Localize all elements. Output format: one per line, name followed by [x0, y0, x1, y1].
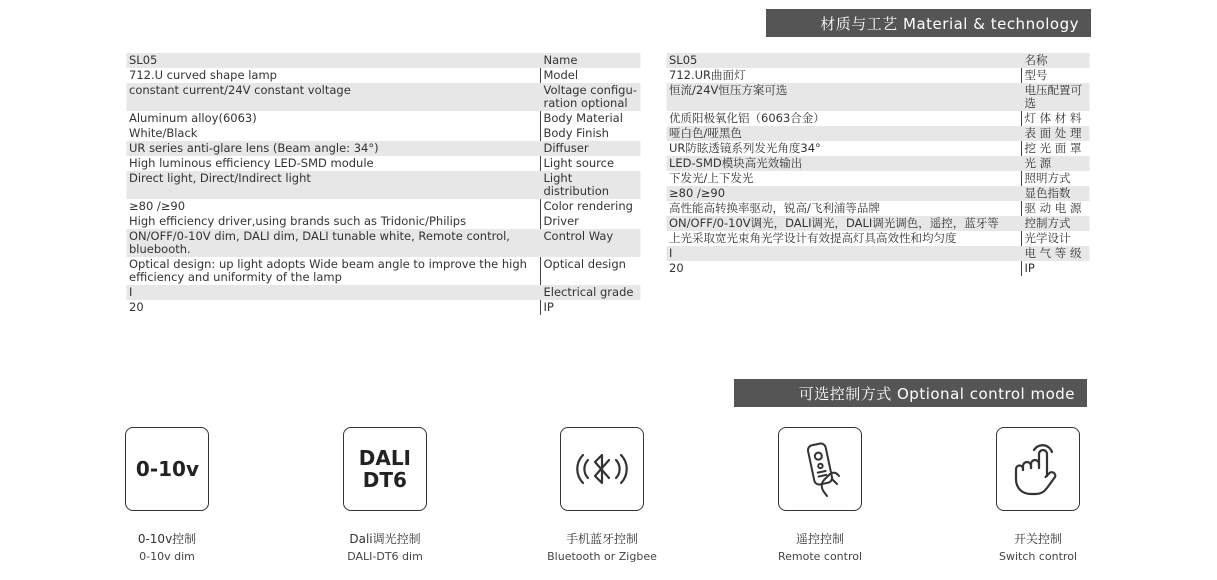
spec-label: 型号 [1022, 68, 1091, 83]
spec-row [126, 111, 641, 126]
control-mode-caption-en: DALI-DT6 dim [347, 550, 423, 563]
spec-label: 光 源 [1022, 156, 1091, 171]
spec-row [126, 171, 641, 199]
spec-value: High luminous efficiency LED-SMD module [129, 156, 375, 170]
spec-label: 灯 体 材 料 [1022, 111, 1091, 126]
spec-row [126, 68, 641, 83]
spec-label: Voltage configu-ration optional [541, 83, 642, 111]
spec-row [126, 214, 641, 229]
spec-value: LED-SMD模块高光效输出 [666, 156, 1022, 171]
spec-value: 恒流/24V恒压方案可选 [666, 83, 1022, 111]
spec-row [666, 246, 1090, 261]
spec-label: 名称 [1022, 53, 1091, 68]
spec-label: 表 面 处 理 [1022, 126, 1091, 141]
spec-row [126, 141, 641, 156]
spec-label: 驱 动 电 源 [1022, 201, 1091, 216]
spec-row [666, 231, 1090, 246]
spec-value: White/Black [129, 126, 198, 140]
spec-row [666, 216, 1090, 231]
spec-row [666, 141, 1090, 156]
spec-label: Model [541, 68, 642, 83]
spec-row [666, 186, 1090, 201]
spec-label: Optical design [541, 257, 642, 285]
spec-row [666, 201, 1090, 216]
spec-label: 照明方式 [1022, 171, 1091, 186]
spec-label: IP [1022, 261, 1091, 276]
spec-label: IP [541, 300, 642, 315]
control-mode-caption-cn: 遥控控制 [795, 532, 844, 546]
spec-row [666, 126, 1090, 141]
spec-value: 上光采取宽光束角光学设计有效提高灯具高效性和均匀度 [669, 231, 957, 245]
control-section-title [734, 379, 1087, 407]
spec-value: UR防眩透镜系列发光角度34° [669, 141, 822, 155]
spec-label: 显色指数 [1022, 186, 1091, 201]
spec-value: constant current/24V constant voltage [126, 83, 541, 111]
spec-row [126, 229, 641, 257]
spec-label: 电 气 等 级 [1022, 246, 1091, 261]
spec-value: ≥80 /≥90 [129, 199, 186, 213]
spec-value: 下发光/上下发光 [669, 171, 754, 185]
spec-value: UR series anti-glare lens (Beam angle: 34°) [126, 141, 541, 156]
spec-label: Name [541, 53, 642, 68]
hand-tap-icon [996, 427, 1080, 511]
spec-row [126, 285, 641, 300]
spec-label: 控制方式 [1022, 216, 1091, 231]
spec-row [126, 53, 641, 68]
control-mode-caption-cn: 手机蓝牙控制 [565, 532, 638, 546]
spec-value: 20 [129, 300, 145, 314]
material-section-title [766, 9, 1091, 37]
spec-table-en [126, 53, 641, 315]
spec-value: High efficiency driver,using brands such as Tridonic/Philips [129, 214, 467, 228]
spec-row [126, 156, 641, 171]
title-text: 材质与工艺 Material & technology [820, 14, 1079, 33]
spec-value: Direct light, Direct/Indirect light [126, 171, 541, 199]
spec-value: 优质阳极氧化铝（6063合金） [669, 111, 826, 125]
spec-label: Light source [541, 156, 642, 171]
spec-row [666, 261, 1090, 276]
control-mode-caption-cn: 0-10v控制 [137, 532, 197, 546]
spec-value: 高性能高转换率驱动，锐高/飞利浦等品牌 [669, 201, 881, 215]
spec-label: 光学设计 [1022, 231, 1091, 246]
spec-row [126, 83, 641, 111]
spec-row [126, 199, 641, 214]
spec-value: SL05 [126, 53, 541, 68]
spec-value: 712.UR曲面灯 [669, 68, 747, 82]
control-mode-caption-en: Bluetooth or Zigbee [547, 550, 657, 563]
spec-value: I [126, 285, 541, 300]
spec-row [666, 156, 1090, 171]
spec-value: ON/OFF/0-10V调光，DALI调光，DALI调光调色，遥控，蓝牙等 [666, 216, 1022, 231]
spec-row [666, 111, 1090, 126]
spec-row [666, 171, 1090, 186]
spec-table-cn [666, 53, 1090, 276]
spec-label: Diffuser [541, 141, 642, 156]
control-mode-caption-cn: Dali调光控制 [349, 532, 421, 546]
control-mode-caption-en: 0-10v dim [139, 550, 195, 563]
spec-label: Color rendering [541, 199, 642, 214]
control-mode-caption-cn: 开关控制 [1013, 532, 1062, 546]
spec-label: Body Material [541, 111, 642, 126]
spec-row [126, 300, 641, 315]
spec-value: ≥80 /≥90 [666, 186, 1022, 201]
spec-value: Aluminum alloy(6063) [129, 111, 258, 125]
title-text: 可选控制方式 Optional control mode [798, 384, 1075, 403]
spec-row [666, 53, 1090, 68]
bluetooth-icon [560, 427, 644, 511]
remote-control-icon [778, 427, 862, 511]
spec-label: 挖 光 面 罩 [1022, 141, 1091, 156]
spec-label: Electrical grade [541, 285, 642, 300]
spec-value: 哑白色/哑黑色 [666, 126, 1022, 141]
spec-label: Control Way [541, 229, 642, 257]
dali-icon: DALI DT6 [343, 427, 427, 511]
spec-row [126, 126, 641, 141]
spec-label: Driver [541, 214, 642, 229]
spec-value: 20 [669, 261, 685, 275]
spec-value: 712.U curved shape lamp [129, 68, 278, 82]
spec-label: 电压配置可选 [1022, 83, 1091, 111]
spec-row [666, 68, 1090, 83]
spec-value: I [666, 246, 1022, 261]
0-10v-icon: 0-10v [125, 427, 209, 511]
spec-value: Optical design: up light adopts Wide beam angle to improve the high efficiency and uniformity of the lamp [129, 257, 528, 284]
spec-row [126, 257, 641, 285]
control-mode-caption-en: Switch control [999, 550, 1077, 563]
spec-row [666, 83, 1090, 111]
spec-value: ON/OFF/0-10V dim, DALI dim, DALI tunable white, Remote control, bluebooth. [126, 229, 541, 257]
spec-label: Body Finish [541, 126, 642, 141]
control-mode-caption-en: Remote control [777, 550, 863, 563]
spec-label: Light distribution [541, 171, 642, 199]
spec-value: SL05 [666, 53, 1022, 68]
